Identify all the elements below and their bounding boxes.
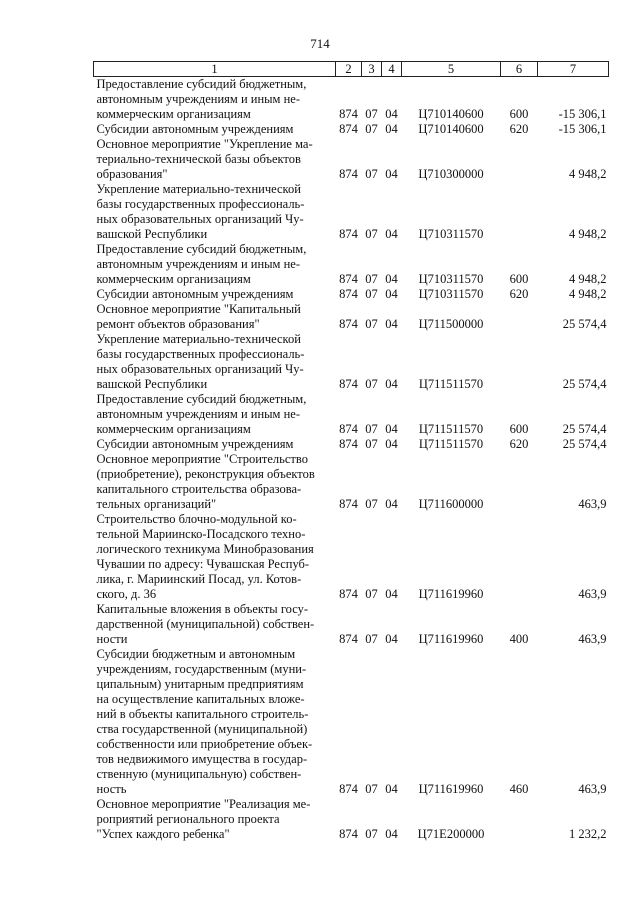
table-row [94,77,609,123]
amount-cell: 1 232,2 [569,827,607,841]
row-name-line: (приобретение), реконструкция объектов [96,467,315,481]
table-row [94,452,609,512]
expense-type-cell [501,797,538,842]
row-name-line: Предоставление субсидий бюджетным, [96,242,307,256]
row-name-line: учреждениям, государственным (муни- [96,662,307,676]
row-name-cell [94,122,336,137]
section-code-cell: 07 [365,377,378,391]
row-name-cell [94,302,336,332]
target-article-cell: Ц711619960 [418,587,484,601]
amount-cell: 463,9 [578,782,607,796]
column-header-5: 5 [402,62,501,77]
row-name-line: ных образовательных организаций Чу- [96,212,304,226]
subsection-code-cell: 04 [385,272,398,286]
subsection-code-cell: 04 [385,422,398,436]
ministry-code-cell: 874 [339,422,358,436]
ministry-code-cell: 874 [339,497,358,511]
row-name-line: базы государственных профессиональ- [96,347,305,361]
expense-type-cell [501,182,538,242]
expense-type-cell: 620 [509,287,529,301]
amount-cell: 25 574,4 [562,437,607,451]
section-code-cell: 07 [365,437,378,451]
ministry-code-cell: 874 [339,167,358,181]
section-code-cell: 07 [365,272,378,286]
table-body [94,77,609,843]
section-code-cell: 07 [365,227,378,241]
table-row [94,122,609,137]
row-name-line: вашской Республики [96,377,208,391]
row-name-line: собственности или приобретение объек- [96,737,313,751]
table-row [94,647,609,797]
table-row [94,302,609,332]
row-name-cell [94,392,336,437]
target-article-cell: Ц710300000 [418,167,484,181]
row-name-line: Предоставление субсидий бюджетным, [96,392,307,406]
target-article-cell: Ц711500000 [418,317,484,331]
target-article-cell: Ц711619960 [418,632,484,646]
amount-cell: 463,9 [578,587,607,601]
ministry-code-cell: 874 [339,632,358,646]
expense-type-cell: 400 [509,632,529,646]
section-code-cell: 07 [365,287,378,301]
amount-cell: 25 574,4 [562,422,607,436]
expense-type-cell: 600 [509,272,529,286]
column-header-7: 7 [538,62,609,77]
target-article-cell: Ц711511570 [418,377,484,391]
subsection-code-cell: 04 [385,107,398,121]
row-name-line: Строительство блочно-модульной ко- [96,512,297,526]
section-code-cell: 07 [365,422,378,436]
table-row [94,392,609,437]
ministry-code-cell: 874 [339,587,358,601]
ministry-code-cell: 874 [339,437,358,451]
row-name-cell [94,287,336,302]
section-code-cell: 07 [365,587,378,601]
row-name-line: вашской Республики [96,227,208,241]
section-code-cell: 07 [365,317,378,331]
amount-cell: 4 948,2 [569,167,607,181]
ministry-code-cell: 874 [339,317,358,331]
expense-type-cell [501,452,538,512]
expense-type-cell [501,302,538,332]
row-name-line: Чувашии по адресу: Чувашская Респуб- [96,557,310,571]
section-code-cell: 07 [365,782,378,796]
row-name-line: ципальным) унитарным предприятиям [96,677,304,691]
table-row [94,332,609,392]
target-article-cell: Ц710311570 [418,287,484,301]
budget-table [93,61,609,842]
subsection-code-cell: 04 [385,587,398,601]
ministry-code-cell: 874 [339,272,358,286]
section-code-cell: 07 [365,167,378,181]
subsection-code-cell: 04 [385,497,398,511]
row-name-line: ний в объекты капитального строитель- [96,707,309,721]
row-name-line: ского, д. 36 [96,587,157,601]
target-article-cell: Ц710140600 [418,122,484,136]
row-name-line: ственную (муниципальную) собствен- [96,767,302,781]
target-article-cell: Ц711600000 [418,497,484,511]
amount-cell: 25 574,4 [562,317,607,331]
row-name-cell [94,797,336,842]
table-row [94,242,609,287]
section-code-cell: 07 [365,107,378,121]
column-header-1: 1 [94,62,336,77]
row-name-line: териально-технической базы объектов [96,152,301,166]
table-row [94,512,609,602]
row-name-line: коммерческим организациям [96,107,251,121]
ministry-code-cell: 874 [339,107,358,121]
ministry-code-cell: 874 [339,827,358,841]
row-name-line: коммерческим организациям [96,272,251,286]
row-name-line: лика, г. Мариинский Посад, ул. Котов- [96,572,302,586]
column-header-3: 3 [362,62,382,77]
expense-type-cell [501,137,538,182]
amount-cell: 4 948,2 [569,287,607,301]
row-name-cell [94,452,336,512]
ministry-code-cell: 874 [339,227,358,241]
row-name-line: Субсидии автономным учреждениям [96,437,294,451]
subsection-code-cell: 04 [385,437,398,451]
row-name-line: Капитальные вложения в объекты госу- [96,602,308,616]
amount-cell: 463,9 [578,632,607,646]
target-article-cell: Ц710311570 [418,227,484,241]
expense-type-cell: 620 [509,122,529,136]
row-name-line: "Успех каждого ребенка" [96,827,230,841]
row-name-line: Основное мероприятие "Укрепление ма- [96,137,313,151]
ministry-code-cell: 874 [339,122,358,136]
row-name-line: на осуществление капитальных вложе- [96,692,305,706]
subsection-code-cell: 04 [385,317,398,331]
section-code-cell: 07 [365,632,378,646]
ministry-code-cell: 874 [339,287,358,301]
row-name-cell [94,437,336,452]
row-name-line: образования" [96,167,168,181]
expense-type-cell: 600 [509,107,529,121]
row-name-line: автономным учреждениям и иным не- [96,257,300,271]
subsection-code-cell: 04 [385,287,398,301]
row-name-line: ства государственной (муниципальной) [96,722,308,736]
amount-cell: 463,9 [578,497,607,511]
row-name-line: ных образовательных организаций Чу- [96,362,304,376]
table-row [94,602,609,647]
table-row [94,182,609,242]
subsection-code-cell: 04 [385,632,398,646]
row-name-line: Субсидии автономным учреждениям [96,287,294,301]
section-code-cell: 07 [365,497,378,511]
row-name-line: логического техникума Минобразования [96,542,314,556]
amount-cell: 25 574,4 [562,377,607,391]
target-article-cell: Ц710311570 [418,272,484,286]
row-name-line: автономным учреждениям и иным не- [96,407,300,421]
row-name-cell [94,512,336,602]
expense-type-cell: 620 [509,437,529,451]
row-name-line: тельной Мариинско-Посадского техно- [96,527,306,541]
row-name-line: базы государственных профессиональ- [96,197,305,211]
table-row [94,287,609,302]
row-name-cell [94,77,336,123]
row-name-line: тов недвижимого имущества в государ- [96,752,308,766]
section-code-cell: 07 [365,827,378,841]
target-article-cell: Ц710140600 [418,107,484,121]
subsection-code-cell: 04 [385,167,398,181]
target-article-cell: Ц711511570 [418,422,484,436]
amount-cell: -15 306,1 [558,122,607,136]
row-name-line: Основное мероприятие "Капитальный [96,302,301,316]
row-name-cell [94,602,336,647]
subsection-code-cell: 04 [385,227,398,241]
column-header-6: 6 [501,62,538,77]
row-name-line: Предоставление субсидий бюджетным, [96,77,307,91]
table-header-row [94,62,609,77]
row-name-line: Субсидии бюджетным и автономным [96,647,296,661]
target-article-cell: Ц711619960 [418,782,484,796]
row-name-line: ремонт объектов образования" [96,317,260,331]
row-name-line: капитального строительства образова- [96,482,302,496]
row-name-line: тельных организаций" [96,497,217,511]
row-name-line: Основное мероприятие "Строительство [96,452,308,466]
subsection-code-cell: 04 [385,782,398,796]
row-name-line: Субсидии автономным учреждениям [96,122,294,136]
target-article-cell: Ц711511570 [418,437,484,451]
amount-cell: 4 948,2 [569,272,607,286]
table-row [94,137,609,182]
expense-type-cell [501,332,538,392]
subsection-code-cell: 04 [385,827,398,841]
amount-cell: 4 948,2 [569,227,607,241]
row-name-line: ность [96,782,127,796]
row-name-cell [94,137,336,182]
row-name-cell [94,182,336,242]
subsection-code-cell: 04 [385,122,398,136]
page-number: 714 [310,36,330,51]
row-name-cell [94,332,336,392]
column-header-4: 4 [382,62,402,77]
expense-type-cell: 460 [509,782,529,796]
row-name-line: ности [96,632,128,646]
row-name-line: дарственной (муниципальной) собствен- [96,617,315,631]
row-name-line: Основное мероприятие "Реализация ме- [96,797,311,811]
amount-cell: -15 306,1 [558,107,607,121]
row-name-line: Укрепление материально-технической [96,182,301,196]
row-name-line: Укрепление материально-технической [96,332,301,346]
expense-type-cell: 600 [509,422,529,436]
row-name-line: роприятий регионального проекта [96,812,280,826]
row-name-line: коммерческим организациям [96,422,251,436]
row-name-cell [94,242,336,287]
table-row [94,437,609,452]
section-code-cell: 07 [365,122,378,136]
ministry-code-cell: 874 [339,377,358,391]
row-name-cell [94,647,336,797]
target-article-cell: Ц71Е200000 [417,827,485,841]
row-name-line: автономным учреждениям и иным не- [96,92,300,106]
column-header-2: 2 [336,62,362,77]
expense-type-cell [501,512,538,602]
ministry-code-cell: 874 [339,782,358,796]
table-row [94,797,609,842]
subsection-code-cell: 04 [385,377,398,391]
